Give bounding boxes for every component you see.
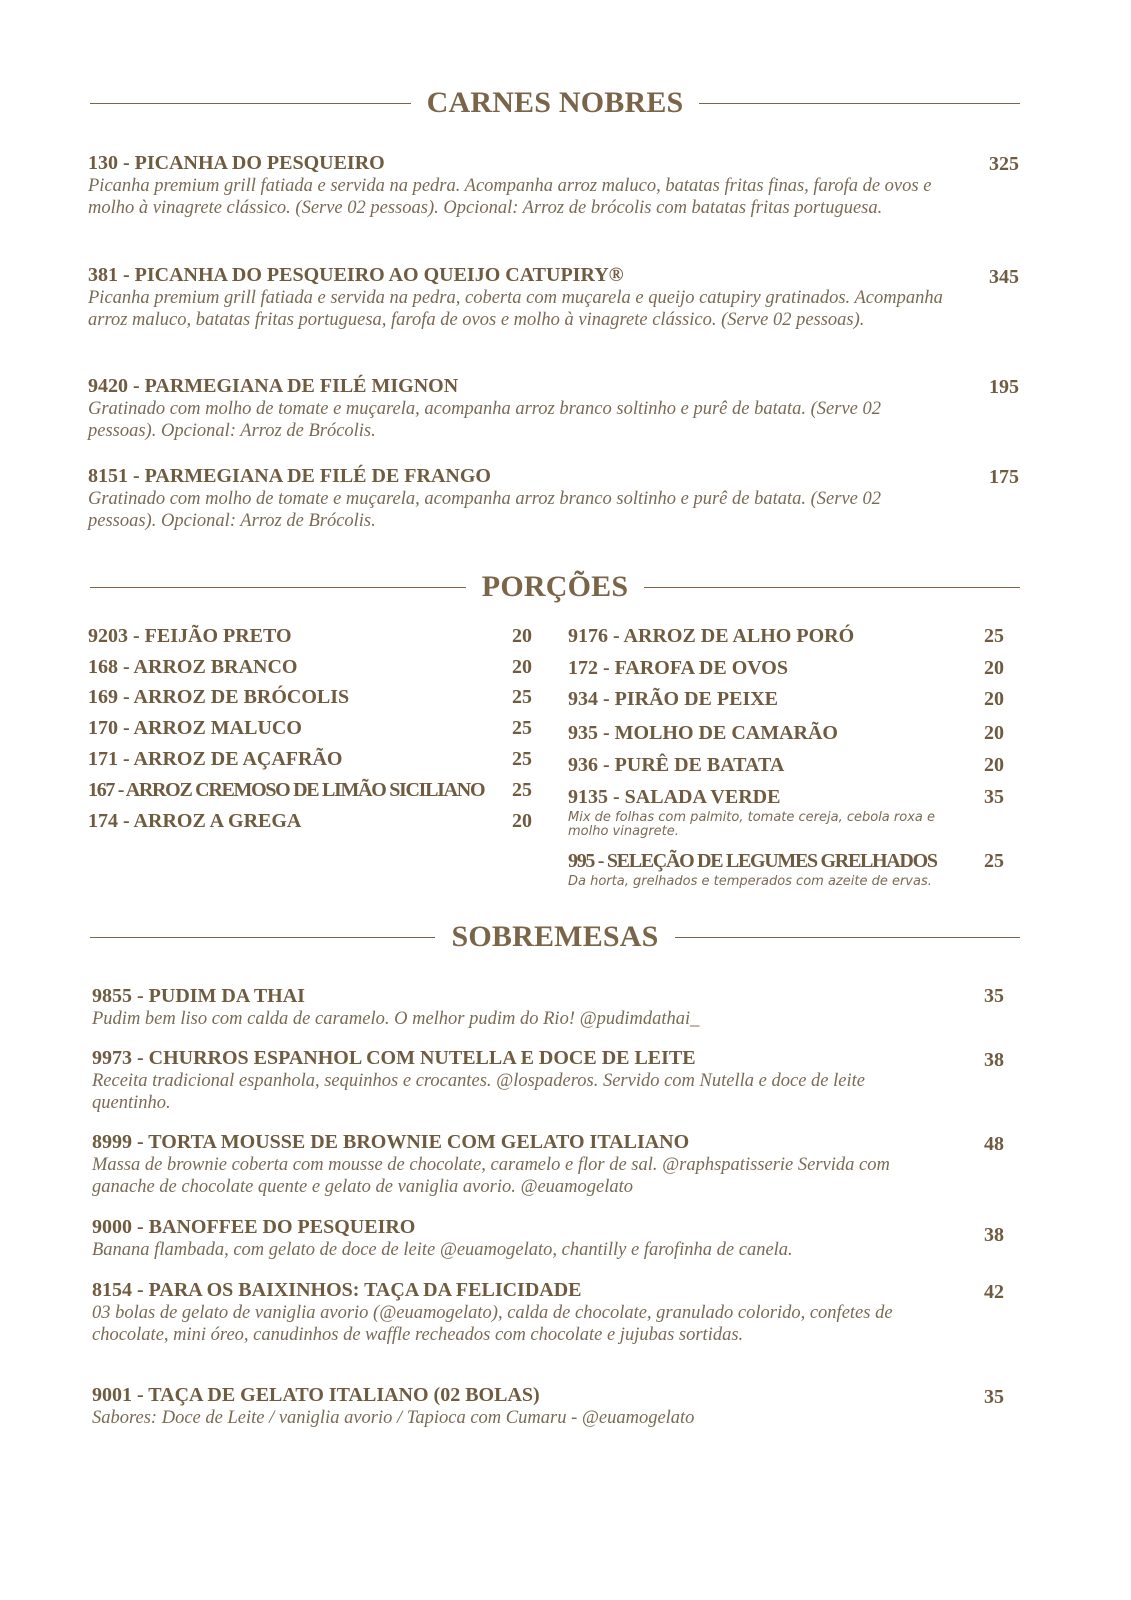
item-title: 9203 - FEIJÃO PRETO	[88, 625, 292, 647]
item-price: 25	[984, 625, 1004, 647]
item-price: 195	[989, 376, 1019, 398]
item-description: Pudim bem liso com calda de caramelo. O melhor pudim do Rio! @pudimdathai_	[92, 1009, 700, 1029]
item-price: 20	[984, 688, 1004, 710]
item-title: 169 - ARROZ DE BRÓCOLIS	[88, 686, 350, 708]
menu-item	[88, 717, 302, 740]
item-price: 42	[984, 1281, 1004, 1303]
item-title: 9973 - CHURROS ESPANHOL COM NUTELLA E DOCE DE LEITE	[92, 1047, 696, 1069]
menu-item	[92, 1047, 942, 1114]
divider-line	[90, 103, 411, 104]
item-title: 171 - ARROZ DE AÇAFRÃO	[88, 748, 343, 770]
menu-item	[88, 625, 292, 648]
menu-item	[88, 656, 297, 679]
item-price: 48	[984, 1133, 1004, 1155]
item-title: 174 - ARROZ A GREGA	[88, 810, 302, 832]
item-title: 167 - ARROZ CREMOSO DE LIMÃO SICILIANO	[88, 779, 485, 801]
menu-item	[88, 748, 342, 771]
item-title: 172 - FAROFA DE OVOS	[568, 657, 788, 679]
carnes-nobres-heading	[90, 86, 1020, 120]
menu-item	[568, 625, 948, 648]
menu-item	[88, 686, 349, 709]
item-description: Da horta, grelhados e temperados com azeite de ervas.	[568, 874, 932, 889]
item-description: 03 bolas de gelato de vaniglia avorio (@euamogelato), calda de chocolate, granulado colorido, confetes de chocolate, mini óreo, canudinhos de waffle recheados com chocolate e jujubas sortidas.	[92, 1303, 893, 1345]
section-title: PORÇÕES	[481, 570, 629, 603]
divider-line	[90, 587, 466, 588]
menu-item	[88, 152, 948, 219]
item-title: 168 - ARROZ BRANCO	[88, 656, 298, 678]
section-title: CARNES NOBRES	[426, 86, 684, 119]
item-description: Gratinado com molho de tomate e muçarela, acompanha arroz branco soltinho e purê de batata. (Serve 02 pessoas). Opcional: Arroz de Brócolis.	[88, 489, 881, 531]
menu-item	[88, 264, 948, 331]
item-description: Sabores: Doce de Leite / vaniglia avorio / Tapioca com Cumaru - @euamogelato	[92, 1408, 695, 1428]
menu-item	[88, 779, 484, 802]
item-price: 25	[512, 748, 532, 770]
item-description: Banana flambada, com gelato de doce de leite @euamogelato, chantilly e farofinha de canela.	[92, 1240, 793, 1260]
item-price: 345	[989, 266, 1019, 288]
item-title: 130 - PICANHA DO PESQUEIRO	[88, 152, 385, 174]
menu-item	[88, 810, 301, 833]
item-price: 25	[512, 779, 532, 801]
menu-item	[568, 657, 948, 680]
item-price: 38	[984, 1224, 1004, 1246]
item-description: Mix de folhas com palmito, tomate cereja, cebola roxa e molho vinagrete.	[568, 810, 935, 839]
divider-line	[644, 587, 1020, 588]
item-title: 934 - PIRÃO DE PEIXE	[568, 688, 779, 710]
item-price: 35	[984, 786, 1004, 808]
item-price: 38	[984, 1049, 1004, 1071]
menu-item	[568, 722, 948, 745]
item-price: 25	[984, 850, 1004, 872]
menu-item	[568, 850, 948, 889]
item-description: Picanha premium grill fatiada e servida na pedra. Acompanha arroz maluco, batatas fritas finas, farofa de ovos e molho à vinagrete clássico. (Serve 02 pessoas). Opcional: Arroz de brócolis com batatas fritas portuguesa.	[88, 176, 932, 218]
menu-item	[92, 985, 942, 1030]
item-title: 9176 - ARROZ DE ALHO PORÓ	[568, 625, 855, 647]
item-price: 175	[989, 466, 1019, 488]
item-price: 20	[512, 810, 532, 832]
item-title: 8151 - PARMEGIANA DE FILÉ DE FRANGO	[88, 465, 491, 487]
menu-item	[92, 1216, 942, 1261]
menu-item	[568, 688, 948, 711]
item-title: 9855 - PUDIM DA THAI	[92, 985, 305, 1007]
item-title: 9001 - TAÇA DE GELATO ITALIANO (02 BOLAS)	[92, 1384, 540, 1406]
item-title: 170 - ARROZ MALUCO	[88, 717, 302, 739]
menu-item	[92, 1384, 942, 1429]
item-title: 995 - SELEÇÃO DE LEGUMES GRELHADOS	[568, 850, 937, 872]
item-title: 8999 - TORTA MOUSSE DE BROWNIE COM GELATO ITALIANO	[92, 1131, 690, 1153]
item-price: 20	[984, 754, 1004, 776]
item-title: 9135 - SALADA VERDE	[568, 786, 781, 808]
item-description: Receita tradicional espanhola, sequinhos e crocantes. @lospaderos. Servido com Nutella e doce de leite quentinho.	[92, 1071, 865, 1113]
menu-item	[92, 1131, 942, 1198]
item-title: 381 - PICANHA DO PESQUEIRO AO QUEIJO CATUPIRY®	[88, 264, 624, 286]
item-price: 20	[512, 625, 532, 647]
item-title: 8154 - PARA OS BAIXINHOS: TAÇA DA FELICIDADE	[92, 1279, 582, 1301]
item-price: 35	[984, 985, 1004, 1007]
item-description: Picanha premium grill fatiada e servida na pedra, coberta com muçarela e queijo catupiry gratinados. Acompanha arroz maluco, batatas fritas portuguesa, farofa de ovos e molho à vinagrete clássico. (Serve 02 pessoas).	[88, 288, 943, 330]
divider-line	[699, 103, 1020, 104]
item-price: 25	[512, 686, 532, 708]
item-title: 9000 - BANOFFEE DO PESQUEIRO	[92, 1216, 416, 1238]
item-title: 9420 - PARMEGIANA DE FILÉ MIGNON	[88, 375, 459, 397]
item-description: Gratinado com molho de tomate e muçarela, acompanha arroz branco soltinho e purê de batata. (Serve 02 pessoas). Opcional: Arroz de Brócolis.	[88, 399, 881, 441]
section-title: SOBREMESAS	[451, 920, 659, 953]
divider-line	[90, 937, 435, 938]
item-title: 936 - PURÊ DE BATATA	[568, 754, 785, 776]
menu-item	[92, 1279, 942, 1346]
item-price: 20	[984, 657, 1004, 679]
sobremesas-heading	[90, 920, 1020, 954]
menu-item	[88, 465, 948, 532]
item-price: 20	[984, 722, 1004, 744]
item-description: Massa de brownie coberta com mousse de chocolate, caramelo e flor de sal. @raphspatisserie Servida com ganache de chocolate quente e gelato de vaniglia avorio. @euamogelato	[92, 1155, 890, 1197]
menu-item	[568, 754, 948, 777]
item-price: 25	[512, 717, 532, 739]
item-price: 325	[989, 153, 1019, 175]
divider-line	[675, 937, 1020, 938]
item-price: 35	[984, 1386, 1004, 1408]
item-title: 935 - MOLHO DE CAMARÃO	[568, 722, 838, 744]
porcoes-heading	[90, 570, 1020, 604]
menu-item	[568, 786, 948, 839]
item-price: 20	[512, 656, 532, 678]
menu-item	[88, 375, 948, 442]
